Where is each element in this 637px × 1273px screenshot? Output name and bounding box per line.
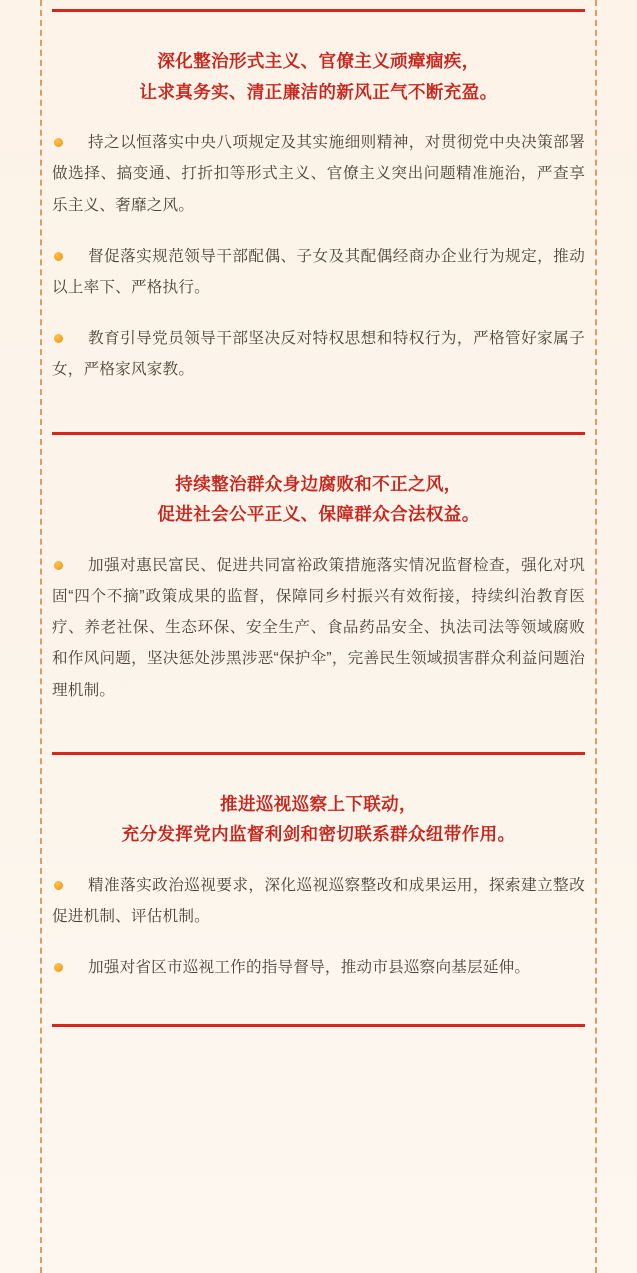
section-3-heading-line-2: 充分发挥党内监督利剑和密切联系群众纽带作用。 (121, 824, 516, 845)
section-divider-top (52, 9, 585, 12)
section-2-heading (52, 469, 585, 530)
bullet-dot-icon (54, 561, 63, 570)
section-3 (52, 789, 585, 1024)
section-3-heading (52, 789, 585, 850)
list-item-text: 加强对省区市巡视工作的指导督导，推动市县巡察向基层延伸。 (88, 959, 531, 977)
page-bottom-spacer (52, 1027, 585, 1043)
section-divider-1 (52, 432, 585, 435)
list-item (52, 127, 585, 221)
section-2-bottom-spacer (52, 706, 585, 752)
section-1-heading-line-2: 让求真务实、清正廉洁的新风正气不断充盈。 (139, 81, 498, 102)
document-content (0, 9, 637, 1043)
section-2-heading-line-2: 促进社会公平正义、保障群众合法权益。 (157, 504, 480, 525)
section-2 (52, 469, 585, 752)
section-1 (52, 46, 585, 432)
list-item-text: 持之以恒落实中央八项规定及其实施细则精神，对贯彻党中央决策部署做选择、搞变通、打折扣等形式主义、官僚主义突出问题精准施治，严查享乐主义、奢靡之风。 (52, 134, 585, 214)
bullet-dot-icon (54, 252, 63, 261)
list-item (52, 241, 585, 303)
list-item (52, 870, 585, 932)
section-1-bottom-spacer (52, 386, 585, 432)
list-item-text: 督促落实规范领导干部配偶、子女及其配偶经商办企业行为规定，推动以上率下、严格执行。 (52, 247, 585, 296)
section-3-bottom-spacer (52, 984, 585, 1024)
list-item-text: 加强对惠民富民、促进共同富裕政策措施落实情况监督检查，强化对巩固“四个不摘”政策成果的监督，保障同乡村振兴有效衔接，持续纠治教育医疗、养老社保、生态环保、安全生产、食品药品安全、执法司法等领域腐败和作风问题，坚决惩处涉黑涉恶“保护伞”，完善民生领域损害群众利益问题治理机制。 (52, 556, 585, 699)
list-item (52, 550, 585, 706)
list-item-text: 精准落实政治巡视要求，深化巡视巡察整改和成果运用，探索建立整改促进机制、评估机制。 (52, 877, 585, 926)
section-1-heading (52, 46, 585, 107)
section-1-heading-line-1: 深化整治形式主义、官僚主义顽瘴痼疾， (157, 51, 480, 71)
section-divider-2 (52, 752, 585, 755)
section-2-heading-line-1: 持续整治群众身边腐败和不正之风， (175, 473, 462, 494)
bullet-dot-icon (54, 881, 63, 890)
list-item-text: 教育引导党员领导干部坚决反对特权思想和特权行为，严格管好家属子女，严格家风家教。 (52, 330, 585, 379)
list-item (52, 952, 585, 983)
section-3-heading-line-1: 推进巡视巡察上下联动， (220, 793, 417, 814)
list-item (52, 323, 585, 385)
